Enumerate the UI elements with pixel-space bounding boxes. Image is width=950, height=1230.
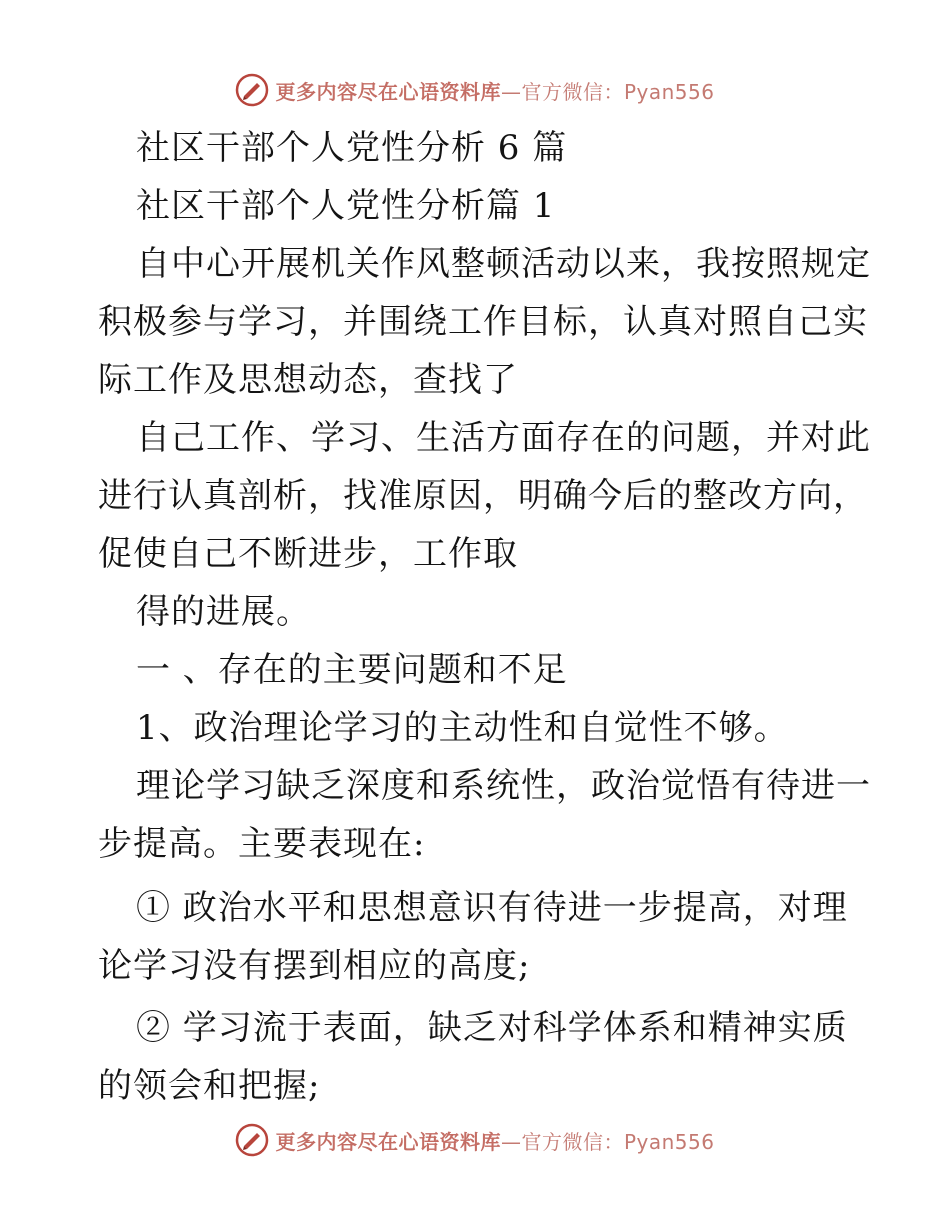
banner-dash: — (500, 1129, 522, 1154)
banner-main-text: 更多内容尽在心语资料库 (275, 79, 501, 104)
paragraph-line: 步提高。主要表现在: (98, 824, 426, 864)
banner-sub-text: 官方微信：Pyan556 (521, 79, 715, 104)
pen-logo-icon (235, 73, 269, 107)
paragraph-line: 际工作及思想动态，查找了 (98, 360, 518, 400)
paragraph-line: 自中心开展机关作风整顿活动以来，我按照规定 (136, 244, 871, 284)
footer-watermark-banner (0, 1120, 950, 1160)
document-title: 社区干部个人党性分析 6 篇 (136, 128, 568, 168)
section-heading: 一 、存在的主要问题和不足 (136, 650, 568, 690)
list-item-continuation: 论学习没有摆到相应的高度; (98, 946, 531, 986)
paragraph-line: 自己工作、学习、生活方面存在的问题，并对此 (136, 418, 871, 458)
banner-text (275, 1126, 714, 1155)
banner-main-text: 更多内容尽在心语资料库 (275, 1129, 501, 1154)
list-item-continuation: 的领会和把握; (98, 1066, 321, 1106)
section-heading: 社区干部个人党性分析篇 1 (136, 186, 556, 226)
list-item: ② 学习流于表面，缺乏对科学体系和精神实质 (136, 1008, 848, 1048)
header-watermark-banner (0, 70, 950, 110)
paragraph-line: 积极参与学习，并围绕工作目标，认真对照自己实 (98, 302, 868, 342)
paragraph-line: 进行认真剖析，找准原因，明确今后的整改方向， (98, 476, 868, 516)
banner-dash: — (500, 79, 522, 104)
banner-text (275, 76, 714, 105)
paragraph-line: 理论学习缺乏深度和系统性，政治觉悟有待进一 (136, 766, 871, 806)
banner-sub-text: 官方微信：Pyan556 (521, 1129, 715, 1154)
subsection-heading: 1、政治理论学习的主动性和自觉性不够。 (136, 708, 789, 748)
paragraph-line: 得的进展。 (136, 592, 311, 632)
pen-logo-icon (235, 1123, 269, 1157)
paragraph-line: 促使自己不断进步，工作取 (98, 534, 518, 574)
list-item: ① 政治水平和思想意识有待进一步提高，对理 (136, 888, 848, 928)
